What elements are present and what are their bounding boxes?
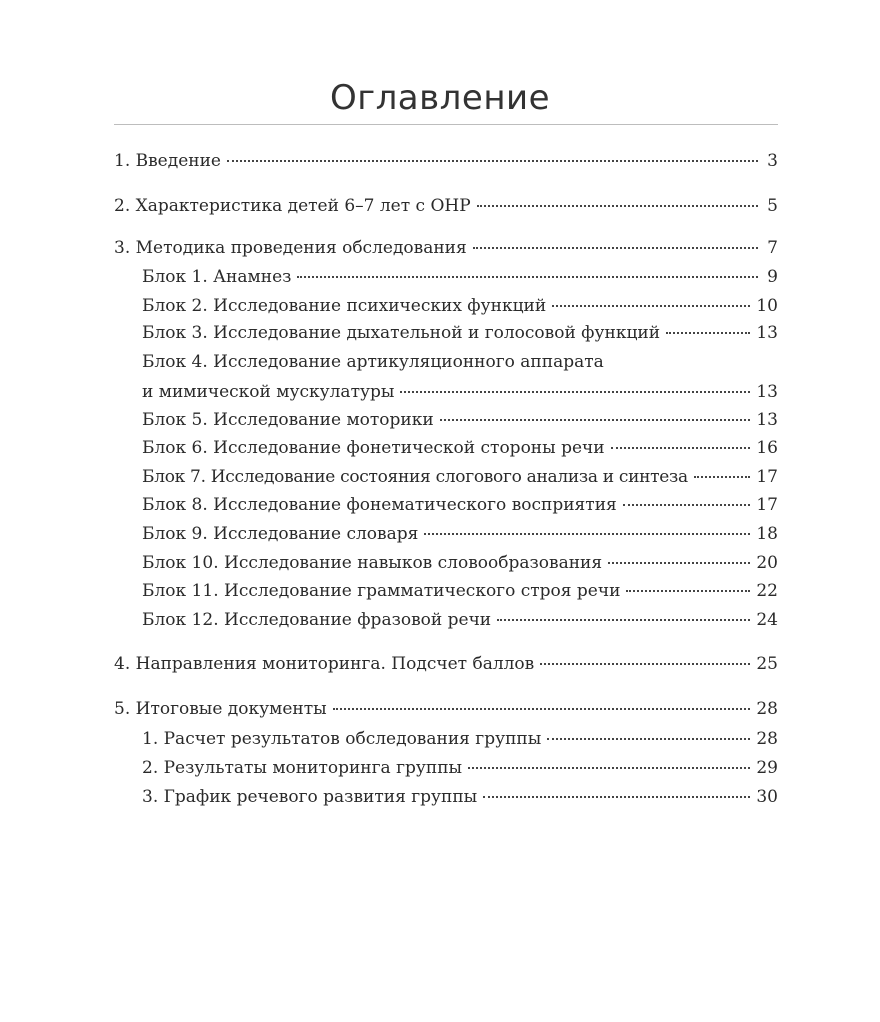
page-title: Оглавление xyxy=(329,78,551,118)
toc-entry-label: Блок 6. Исследование фонетической стороны речи xyxy=(142,438,605,458)
toc-entry-group-results-calc[interactable] xyxy=(142,728,778,750)
dot-leader xyxy=(540,663,750,665)
toc-entry-label: Блок 11. Исследование грамматического строя речи xyxy=(142,581,621,601)
toc-entry-page: 16 xyxy=(756,438,778,458)
toc-entry-label: Блок 2. Исследование психических функций xyxy=(142,296,547,316)
dot-leader xyxy=(400,391,750,393)
dot-leader xyxy=(440,419,751,421)
toc-entry-page: 24 xyxy=(756,610,778,630)
toc-entry-block-11[interactable] xyxy=(142,580,778,602)
toc-entry-label: Блок 7. Исследование состояния слогового анализа и синтеза xyxy=(142,467,688,487)
toc-entry-page: 13 xyxy=(756,410,778,430)
toc-entry-label: 2. Результаты мониторинга группы xyxy=(142,758,463,778)
toc-entry-label: 5. Итоговые документы xyxy=(114,699,327,719)
toc-entry-page: 18 xyxy=(756,524,778,544)
toc-entry-page: 17 xyxy=(756,495,778,515)
toc-entry-page: 20 xyxy=(756,553,778,573)
dot-leader xyxy=(424,533,750,535)
toc-entry-page: 17 xyxy=(756,467,778,487)
toc-entry-page: 30 xyxy=(756,787,778,807)
toc-entry-label: 1. Расчет результатов обследования группы xyxy=(142,729,542,749)
toc-entry-final-documents[interactable] xyxy=(114,698,778,720)
toc-entry-group-monitoring-results[interactable] xyxy=(142,757,778,779)
toc-entry-page: 3 xyxy=(767,151,778,171)
toc-entry-page: 13 xyxy=(756,382,778,402)
toc-entry-methodology[interactable] xyxy=(114,237,778,259)
toc-entry-block-9[interactable] xyxy=(142,523,778,545)
dot-leader xyxy=(547,738,750,740)
toc-entry-block-10[interactable] xyxy=(142,552,778,574)
dot-leader xyxy=(666,332,750,334)
toc-entry-block-4[interactable] xyxy=(142,381,778,403)
toc-entry-page: 7 xyxy=(767,238,778,258)
toc-entry-label: 1. Введение xyxy=(114,151,221,171)
dot-leader xyxy=(227,160,758,162)
toc-entry-speech-development-chart[interactable] xyxy=(142,786,778,808)
toc-entry-label: и мимической мускулатуры xyxy=(142,382,395,402)
dot-leader xyxy=(608,562,750,564)
toc-entry-label: 4. Направления мониторинга. Подсчет баллов xyxy=(114,654,535,674)
toc-entry-label: Блок 5. Исследование моторики xyxy=(142,410,434,430)
toc-entry-introduction[interactable] xyxy=(114,150,778,172)
dot-leader xyxy=(497,619,750,621)
toc-entry-label: Блок 9. Исследование словаря xyxy=(142,524,419,544)
dot-leader xyxy=(297,276,758,278)
toc-entry-monitoring[interactable] xyxy=(114,653,778,675)
toc-entry-block-3[interactable] xyxy=(142,322,778,344)
toc-entry-page: 28 xyxy=(756,729,778,749)
dot-leader xyxy=(626,590,750,592)
dot-leader xyxy=(483,796,750,798)
toc-entry-page: 5 xyxy=(767,196,778,216)
toc-entry-block-2[interactable] xyxy=(142,295,778,317)
toc-entry-block-1[interactable] xyxy=(142,266,778,288)
toc-entry-label: Блок 10. Исследование навыков словообразования xyxy=(142,553,603,573)
toc-entry-page: 28 xyxy=(756,699,778,719)
dot-leader xyxy=(477,205,758,207)
toc-entry-page: 13 xyxy=(756,323,778,343)
dot-leader xyxy=(623,504,751,506)
toc-entry-page: 10 xyxy=(756,296,778,316)
toc-entry-label: Блок 1. Анамнез xyxy=(142,267,292,287)
toc-entry-label: 2. Характеристика детей 6–7 лет с ОНР xyxy=(114,196,471,216)
toc-entry-label: Блок 8. Исследование фонематического восприятия xyxy=(142,495,617,515)
toc-entry-block-8[interactable] xyxy=(142,494,778,516)
dot-leader xyxy=(333,708,751,710)
dot-leader xyxy=(552,305,750,307)
toc-entry-page: 29 xyxy=(756,758,778,778)
toc-entry-block-4-first-line[interactable]: Блок 4. Исследование артикуляционного аппарата xyxy=(142,352,604,372)
toc-entry-label: Блок 3. Исследование дыхательной и голосовой функций xyxy=(142,323,661,343)
toc-entry-label: Блок 12. Исследование фразовой речи xyxy=(142,610,492,630)
toc-entry-label: 3. График речевого развития группы xyxy=(142,787,478,807)
toc-entry-block-12[interactable] xyxy=(142,609,778,631)
dot-leader xyxy=(611,447,751,449)
toc-entry-label: 3. Методика проведения обследования xyxy=(114,238,467,258)
dot-leader xyxy=(468,767,750,769)
toc-entry-block-5[interactable] xyxy=(142,409,778,431)
dot-leader xyxy=(694,476,751,478)
toc-entry-block-6[interactable] xyxy=(142,437,778,459)
toc-entry-block-7[interactable] xyxy=(142,466,778,488)
dot-leader xyxy=(473,247,758,249)
toc-entry-page: 25 xyxy=(756,654,778,674)
toc-entry-page: 22 xyxy=(756,581,778,601)
toc-entry-page: 9 xyxy=(767,267,778,287)
toc-entry-characteristics[interactable] xyxy=(114,195,778,217)
